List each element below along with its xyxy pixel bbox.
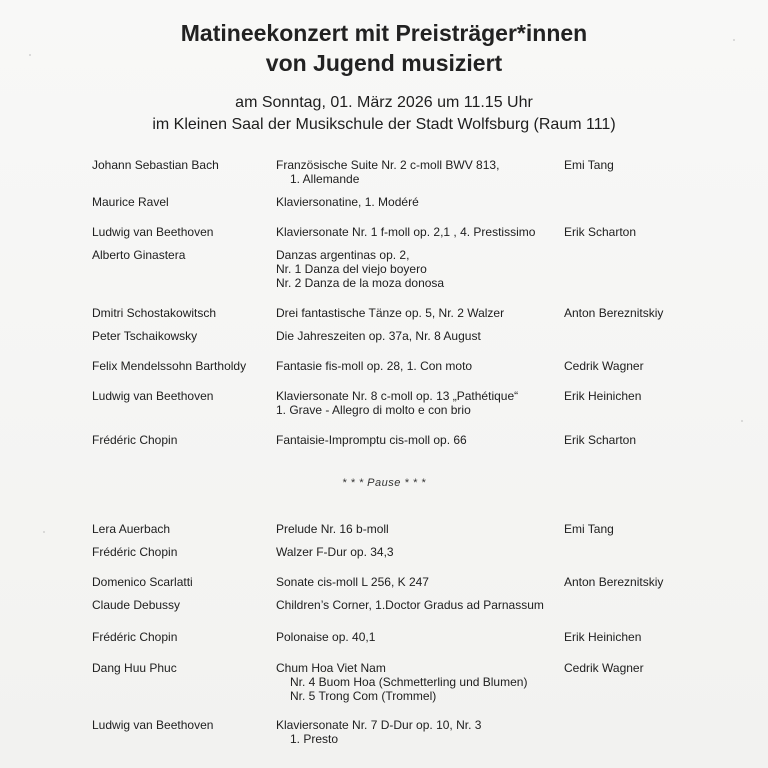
performer-name: Cedrik Wagner bbox=[564, 359, 644, 373]
work-line: Children’s Corner, 1.Doctor Gradus ad Parnassum bbox=[276, 598, 544, 612]
composer-name: Frédéric Chopin bbox=[92, 630, 178, 644]
page-title: Matineekonzert mit Preisträger*innen bbox=[180, 20, 588, 46]
work-line: Chum Hoa Viet Nam bbox=[276, 661, 386, 675]
composer-name: Alberto Ginastera bbox=[92, 248, 186, 262]
work-line: 1. Grave - Allegro di molto e con brio bbox=[276, 403, 471, 417]
performer-name: Emi Tang bbox=[564, 158, 614, 172]
work-title bbox=[276, 389, 561, 417]
composer-name: Lera Auerbach bbox=[92, 522, 171, 536]
work-line: Polonaise op. 40,1 bbox=[276, 630, 376, 644]
work-title bbox=[276, 306, 561, 320]
composer-name: Claude Debussy bbox=[92, 598, 181, 612]
paper-speck bbox=[741, 420, 743, 422]
work-title bbox=[276, 359, 561, 373]
performer-name: Erik Scharton bbox=[564, 433, 637, 447]
work-line: Prelude Nr. 16 b-moll bbox=[276, 522, 389, 536]
work-line: Danzas argentinas op. 2, bbox=[276, 248, 410, 262]
performer-name: Anton Bereznitskiy bbox=[564, 306, 664, 320]
work-title bbox=[276, 248, 561, 290]
work-title bbox=[276, 575, 561, 589]
work-title bbox=[276, 225, 561, 239]
event-date: am Sonntag, 01. März 2026 um 11.15 Uhr bbox=[235, 94, 533, 111]
paper-speck bbox=[29, 54, 31, 56]
work-line: Walzer F-Dur op. 34,3 bbox=[276, 545, 394, 559]
work-line: Nr. 5 Trong Com (Trommel) bbox=[290, 689, 437, 703]
composer-name: Dmitri Schostakowitsch bbox=[92, 306, 217, 320]
composer-name: Frédéric Chopin bbox=[92, 433, 178, 447]
work-title bbox=[276, 545, 561, 559]
work-line: Klaviersonate Nr. 8 c-moll op. 13 „Pathétique“ bbox=[276, 389, 519, 403]
work-line: Französische Suite Nr. 2 c-moll BWV 813, bbox=[276, 158, 500, 172]
intermission-label: * * * Pause * * * bbox=[342, 477, 426, 489]
performer-name: Cedrik Wagner bbox=[564, 661, 644, 675]
composer-name: Ludwig van Beethoven bbox=[92, 225, 214, 239]
composer-name: Peter Tschaikowsky bbox=[92, 329, 198, 343]
work-line: Nr. 2 Danza de la moza donosa bbox=[276, 276, 445, 290]
work-line: Sonate cis-moll L 256, K 247 bbox=[276, 575, 429, 589]
composer-name: Dang Huu Phuc bbox=[92, 661, 177, 675]
work-title bbox=[276, 329, 561, 343]
performer-name: Anton Bereznitskiy bbox=[564, 575, 664, 589]
work-line: 1. Presto bbox=[290, 732, 339, 746]
work-line: 1. Allemande bbox=[290, 172, 360, 186]
work-line: Die Jahreszeiten op. 37a, Nr. 8 August bbox=[276, 329, 481, 343]
work-title bbox=[276, 158, 561, 186]
performer-name: Erik Scharton bbox=[564, 225, 637, 239]
performer-name: Erik Heinichen bbox=[564, 630, 642, 644]
composer-name: Maurice Ravel bbox=[92, 195, 169, 209]
work-line: Nr. 4 Buom Hoa (Schmetterling und Blumen) bbox=[290, 675, 528, 689]
composer-name: Ludwig van Beethoven bbox=[92, 718, 214, 732]
work-title bbox=[276, 433, 561, 447]
composer-name: Frédéric Chopin bbox=[92, 545, 178, 559]
page-title-second-line: von Jugend musiziert bbox=[265, 50, 503, 76]
work-title bbox=[276, 718, 561, 746]
work-title bbox=[276, 195, 561, 209]
work-line: Nr. 1 Danza del viejo boyero bbox=[276, 262, 427, 276]
composer-name: Domenico Scarlatti bbox=[92, 575, 193, 589]
work-line: Drei fantastische Tänze op. 5, Nr. 2 Walzer bbox=[276, 306, 505, 320]
composer-name: Felix Mendelssohn Bartholdy bbox=[92, 359, 247, 373]
work-line: Klaviersonatine, 1. Modéré bbox=[276, 195, 419, 209]
work-title bbox=[276, 598, 561, 612]
performer-name: Emi Tang bbox=[564, 522, 614, 536]
work-line: Klaviersonate Nr. 1 f-moll op. 2,1 , 4. Prestissimo bbox=[276, 225, 536, 239]
performer-name: Erik Heinichen bbox=[564, 389, 642, 403]
event-venue: im Kleinen Saal der Musikschule der Stadt Wolfsburg (Raum 111) bbox=[152, 116, 616, 133]
work-line: Klaviersonate Nr. 7 D-Dur op. 10, Nr. 3 bbox=[276, 718, 482, 732]
composer-name: Ludwig van Beethoven bbox=[92, 389, 214, 403]
work-line: Fantaisie-Impromptu cis-moll op. 66 bbox=[276, 433, 467, 447]
paper-speck bbox=[43, 531, 45, 533]
work-title bbox=[276, 630, 561, 644]
work-title bbox=[276, 522, 561, 536]
work-line: Fantasie fis-moll op. 28, 1. Con moto bbox=[276, 359, 473, 373]
work-title bbox=[276, 661, 561, 703]
paper-speck bbox=[733, 39, 735, 41]
composer-name: Johann Sebastian Bach bbox=[92, 158, 219, 172]
